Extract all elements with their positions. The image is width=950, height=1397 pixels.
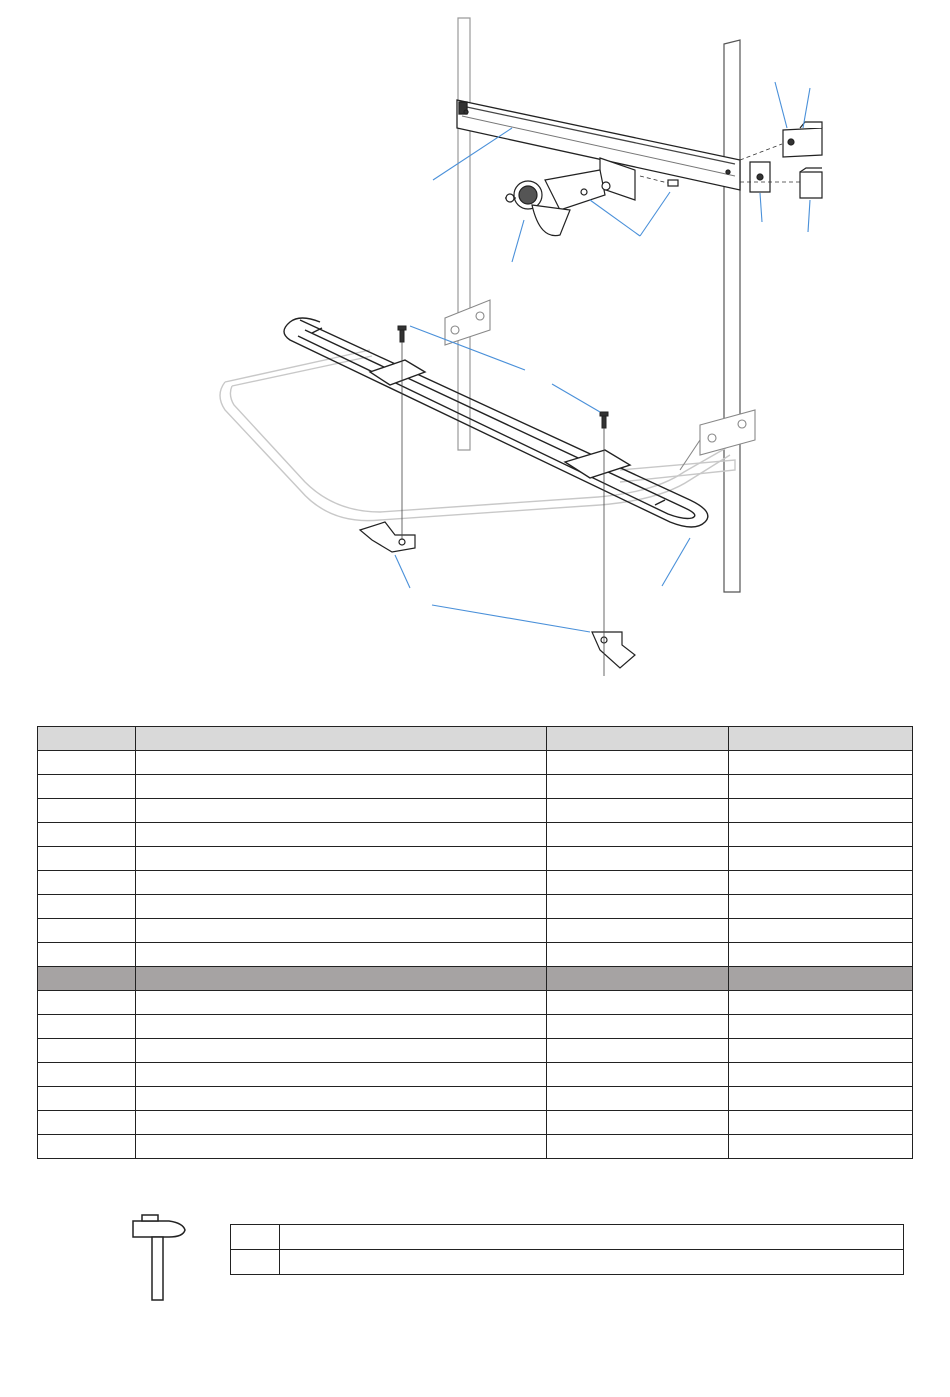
table-cell xyxy=(38,919,136,943)
table-row xyxy=(38,1063,913,1087)
table-cell xyxy=(136,1063,547,1087)
table-cell xyxy=(136,991,547,1015)
table-cell xyxy=(729,895,913,919)
table-row xyxy=(38,1015,913,1039)
table-row xyxy=(38,775,913,799)
table-cell xyxy=(280,1225,904,1250)
section-cell xyxy=(729,967,913,991)
table-cell xyxy=(136,751,547,775)
table-cell xyxy=(38,1135,136,1159)
table-row xyxy=(38,1135,913,1159)
table-cell xyxy=(38,1087,136,1111)
table-row xyxy=(38,847,913,871)
table-cell xyxy=(547,871,729,895)
table-row xyxy=(38,1087,913,1111)
table-cell xyxy=(547,1111,729,1135)
table-cell xyxy=(136,1135,547,1159)
hammer-icon xyxy=(125,1213,195,1308)
table-cell xyxy=(38,895,136,919)
table-cell xyxy=(136,847,547,871)
table-cell xyxy=(38,1015,136,1039)
table-row xyxy=(38,991,913,1015)
header-cell xyxy=(547,727,729,751)
table-cell xyxy=(38,823,136,847)
table-cell xyxy=(547,1039,729,1063)
table-cell xyxy=(547,823,729,847)
header-cell xyxy=(136,727,547,751)
table-cell xyxy=(547,847,729,871)
table-cell xyxy=(729,991,913,1015)
table-cell xyxy=(547,991,729,1015)
table-cell xyxy=(136,943,547,967)
table-cell xyxy=(547,895,729,919)
table-cell xyxy=(729,871,913,895)
table-cell xyxy=(547,919,729,943)
section-cell xyxy=(547,967,729,991)
table-cell xyxy=(729,1111,913,1135)
table-cell xyxy=(38,847,136,871)
u-tube-rail xyxy=(284,318,708,527)
table-cell xyxy=(547,799,729,823)
table-row xyxy=(38,751,913,775)
table-cell xyxy=(136,799,547,823)
table-cell xyxy=(547,1135,729,1159)
table-cell xyxy=(547,751,729,775)
table-cell xyxy=(136,895,547,919)
table-row xyxy=(38,919,913,943)
section-cell xyxy=(38,967,136,991)
end-cap xyxy=(800,168,822,198)
table-header-row xyxy=(38,727,913,751)
tools-table xyxy=(230,1224,904,1275)
vertical-post-left xyxy=(458,18,470,450)
table-cell xyxy=(729,751,913,775)
lower-clamp-left xyxy=(360,522,415,552)
table-cell xyxy=(38,1111,136,1135)
table-cell xyxy=(729,775,913,799)
table-cell xyxy=(729,919,913,943)
lower-clamp-right xyxy=(592,632,635,668)
table-cell xyxy=(136,919,547,943)
table-row xyxy=(38,871,913,895)
table-cell xyxy=(136,1087,547,1111)
table-cell xyxy=(38,799,136,823)
header-cell xyxy=(729,727,913,751)
table-row xyxy=(38,799,913,823)
table-cell xyxy=(729,1087,913,1111)
parts-table xyxy=(37,726,913,1159)
screw-left xyxy=(398,326,406,342)
table-cell xyxy=(38,1039,136,1063)
end-clip-upper xyxy=(783,122,822,157)
table-cell xyxy=(136,823,547,847)
screw-right xyxy=(600,412,608,428)
table-cell xyxy=(729,1039,913,1063)
table-row xyxy=(38,823,913,847)
table-cell xyxy=(547,1015,729,1039)
table-cell xyxy=(547,943,729,967)
table-cell xyxy=(729,1063,913,1087)
table-cell xyxy=(231,1250,280,1275)
table-cell xyxy=(136,1111,547,1135)
table-cell xyxy=(729,943,913,967)
table-row xyxy=(231,1225,904,1250)
table-cell xyxy=(547,1087,729,1111)
vertical-post-right xyxy=(724,40,740,592)
table-row xyxy=(38,895,913,919)
table-cell xyxy=(729,847,913,871)
table-cell xyxy=(38,775,136,799)
table-row xyxy=(231,1250,904,1275)
table-cell xyxy=(547,775,729,799)
table-cell xyxy=(729,823,913,847)
table-cell xyxy=(38,751,136,775)
table-row xyxy=(38,943,913,967)
table-cell xyxy=(280,1250,904,1275)
table-row xyxy=(38,1039,913,1063)
table-cell xyxy=(729,799,913,823)
table-cell xyxy=(136,1015,547,1039)
table-cell xyxy=(547,1063,729,1087)
table-cell xyxy=(136,871,547,895)
header-cell xyxy=(38,727,136,751)
end-plate xyxy=(750,162,770,192)
table-cell xyxy=(231,1225,280,1250)
table-cell xyxy=(729,1015,913,1039)
table-section-row xyxy=(38,967,913,991)
table-row xyxy=(38,1111,913,1135)
table-cell xyxy=(38,1063,136,1087)
table-cell xyxy=(729,1135,913,1159)
table-cell xyxy=(38,871,136,895)
table-cell xyxy=(38,943,136,967)
table-cell xyxy=(136,1039,547,1063)
table-cell xyxy=(38,991,136,1015)
table-cell xyxy=(136,775,547,799)
section-cell xyxy=(136,967,547,991)
